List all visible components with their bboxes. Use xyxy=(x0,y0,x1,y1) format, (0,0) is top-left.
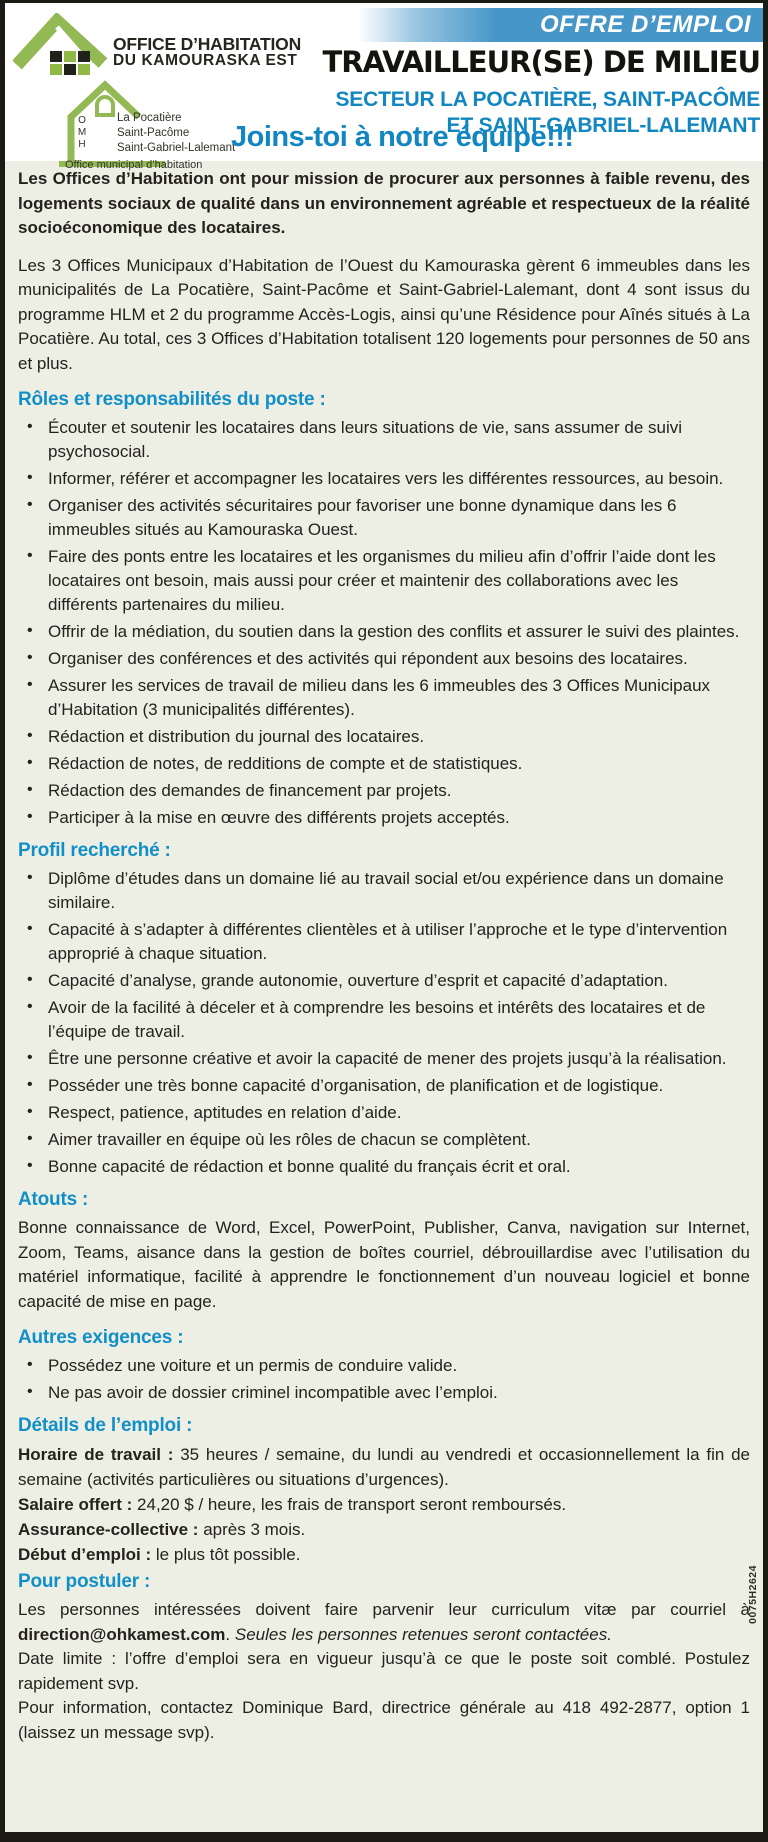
detail-text: après 3 mois. xyxy=(203,1520,306,1539)
page-title: TRAVAILLEUR(SE) DE MILIEU xyxy=(322,45,760,79)
section-heading: Profil recherché : xyxy=(18,840,171,861)
detail-label: Salaire offert : xyxy=(18,1495,133,1514)
bullet-item: • Écouter et soutenir les locataires dans leurs situations de vie, sans assumer de suivi psychosocial. xyxy=(18,416,750,464)
omh-acronym: O M H xyxy=(77,115,87,150)
bullet-item: • Diplôme d’études dans un domaine lié au travail social et/ou expérience dans un domaine similaire. xyxy=(18,867,750,915)
section-heading: Atouts : xyxy=(18,1189,89,1210)
house-roof-icon xyxy=(13,13,109,77)
detail-text: le plus tôt possible. xyxy=(155,1545,301,1564)
bullet-item: • Capacité à s’adapter à différentes clientèles et à utiliser l’approche et le type d’intervention approprié à chaque situation. xyxy=(18,918,750,966)
bullet-item: • Organiser des activités sécuritaires pour favoriser une bonne dynamique dans les 6 immeubles situés au Kamouraska Ouest. xyxy=(18,494,750,542)
detail-line xyxy=(18,1442,750,1492)
org-name-line1: OFFICE D’HABITATION xyxy=(113,34,302,54)
bullet-item: • Rédaction des demandes de financement par projets. xyxy=(18,779,750,803)
detail-text: 35 heures / semaine, du lundi au vendredi et occasionnellement la fin de semaine (activités particulières ou situations d’urgences). xyxy=(18,1445,751,1489)
intro-paragraph: Les 3 Offices Municipaux d’Habitation de l’Ouest du Kamouraska gèrent 6 immeubles dans les municipalités de La Pocatière, Saint-Pacôme et Saint-Gabriel-Lalemant, dont 4 sont issus du programme HLM et 2 du programme Accès-Logis, ainsi qu’une Résidence pour Aînés situés à La Pocatière. Au total, ces 3 Offices d’Habitation totalisent 120 logements pour personnes de 50 ans et plus. xyxy=(18,255,750,373)
bullet-item: • Assurer les services de travail de milieu dans les 6 immeubles des 3 Offices Municipaux d’Habitation (3 municipalités différentes). xyxy=(18,674,750,722)
job-offer-banner xyxy=(359,8,763,42)
bullet-item: • Respect, patience, aptitudes en relation d’aide. xyxy=(18,1101,750,1125)
omh-logo xyxy=(53,79,243,174)
body-content xyxy=(5,161,763,1745)
bullet-item: • Participer à la mise en œuvre des différents projets acceptés. xyxy=(18,806,750,830)
subtitle-line1: SECTEUR LA POCATIÈRE, SAINT-PACÔME xyxy=(335,88,760,111)
apply-text: . xyxy=(225,1624,235,1644)
municipality: Saint-Gabriel-Lalemant xyxy=(117,142,236,154)
subtitle-line2: ET SAINT-GABRIEL-LALEMANT xyxy=(446,114,760,137)
bullet-item: • Avoir de la facilité à déceler et à comprendre les besoins et intérêts des locataires et de l’équipe de travail. xyxy=(18,996,750,1044)
org-name xyxy=(113,35,301,70)
omh-municipalities xyxy=(117,111,235,156)
bullet-item: • Bonne capacité de rédaction et bonne qualité du français écrit et oral. xyxy=(18,1155,750,1179)
bullet-item: • Informer, référer et accompagner les locataires vers les différentes ressources, au besoin. xyxy=(18,467,750,491)
bullet-item: • Faire des ponts entre les locataires et les organismes du milieu afin d’offrir l’aide dont les locataires ont besoin, mais aussi pour créer et maintenir des collaborations avec les différents partenaires du milieu. xyxy=(18,545,750,617)
org-name-line2: DU KAMOURASKA EST xyxy=(113,52,298,70)
detail-line xyxy=(18,1542,750,1567)
bullet-item: • Aimer travailler en équipe où les rôles de chacun se complètent. xyxy=(18,1128,750,1152)
bullet-item: • Posséder une très bonne capacité d’organisation, de planification et de logistique. xyxy=(18,1074,750,1098)
sections-container xyxy=(18,389,750,1745)
apply-note-italic: Seules les personnes retenues seront contactées. xyxy=(234,1624,612,1644)
detail-line xyxy=(18,1492,750,1517)
bullet-item: • Capacité d’analyse, grande autonomie, ouverture d’esprit et capacité d’adaptation. xyxy=(18,969,750,993)
tagline: Joins-toi à notre équipe!!! xyxy=(231,121,574,153)
detail-label: Horaire de travail : xyxy=(18,1445,174,1464)
section-paragraph: Bonne connaissance de Word, Excel, PowerPoint, Publisher, Canva, navigation sur Internet, Zoom, Teams, aisance dans la gestion de boîtes courriel, débrouillardise avec l’utilisation du matériel informatique, facilité à apprendre le fonctionnement d’un nouveau logiciel et bonne capacité de mise en page. xyxy=(18,1218,750,1311)
bullet-item: • Être une personne créative et avoir la capacité de mener des projets jusqu’à la réalisation. xyxy=(18,1047,750,1071)
apply-line xyxy=(18,1598,750,1647)
section-heading: Rôles et responsabilités du poste : xyxy=(18,389,326,410)
municipality: Saint-Pacôme xyxy=(117,127,190,139)
bullet-item: • Organiser des conférences et des activités qui répondent aux besoins des locataires. xyxy=(18,647,750,671)
detail-label: Assurance-collective : xyxy=(18,1520,199,1539)
bullet-list xyxy=(18,1354,750,1405)
omh-caption: Office municipal d’habitation xyxy=(65,159,203,171)
header xyxy=(5,3,763,171)
section-heading: Pour postuler : xyxy=(18,1571,151,1592)
bullet-list xyxy=(18,867,750,1179)
ohke-logo xyxy=(13,13,301,77)
bullet-item: • Possédez une voiture et un permis de conduire valide. xyxy=(18,1354,750,1378)
section-heading: Autres exigences : xyxy=(18,1327,184,1348)
bullet-item: • Ne pas avoir de dossier criminel incompatible avec l’emploi. xyxy=(18,1381,750,1405)
detail-label: Début d’emploi : xyxy=(18,1545,152,1564)
apply-text: Les personnes intéressées doivent faire parvenir leur curriculum vitæ par courriel à xyxy=(18,1600,750,1619)
apply-line: Pour information, contactez Dominique Bard, directrice générale au 418 492-2877, option 1 (laissez un message svp). xyxy=(18,1698,750,1742)
municipality: La Pocatière xyxy=(117,112,182,124)
bullet-item: • Rédaction et distribution du journal des locataires. xyxy=(18,725,750,749)
section-heading: Détails de l’emploi : xyxy=(18,1415,193,1436)
intro-paragraph-bold: Les Offices d’Habitation ont pour mission de procurer aux personnes à faible revenu, des logements sociaux de qualité dans un environnement agréable et respectueux de la réalité socioéconomique des locataires. xyxy=(18,169,750,237)
bullet-item: • Offrir de la médiation, du soutien dans la gestion des conflits et assurer le suivi des plaintes. xyxy=(18,620,750,644)
email-address[interactable]: direction@ohkamest.com xyxy=(18,1624,226,1644)
banner-label: OFFRE D’EMPLOI xyxy=(540,11,751,38)
detail-text: 24,20 $ / heure, les frais de transport seront remboursés. xyxy=(137,1495,567,1514)
detail-line xyxy=(18,1517,750,1542)
document-code: 0075H2624 xyxy=(747,1565,759,1624)
bullet-item: • Rédaction de notes, de redditions de compte et de statistiques. xyxy=(18,752,750,776)
apply-line: Date limite : l’offre d’emploi sera en vigueur jusqu’à ce que le poste soit comblé. Postulez rapidement svp. xyxy=(18,1649,750,1693)
bullet-list xyxy=(18,416,750,830)
